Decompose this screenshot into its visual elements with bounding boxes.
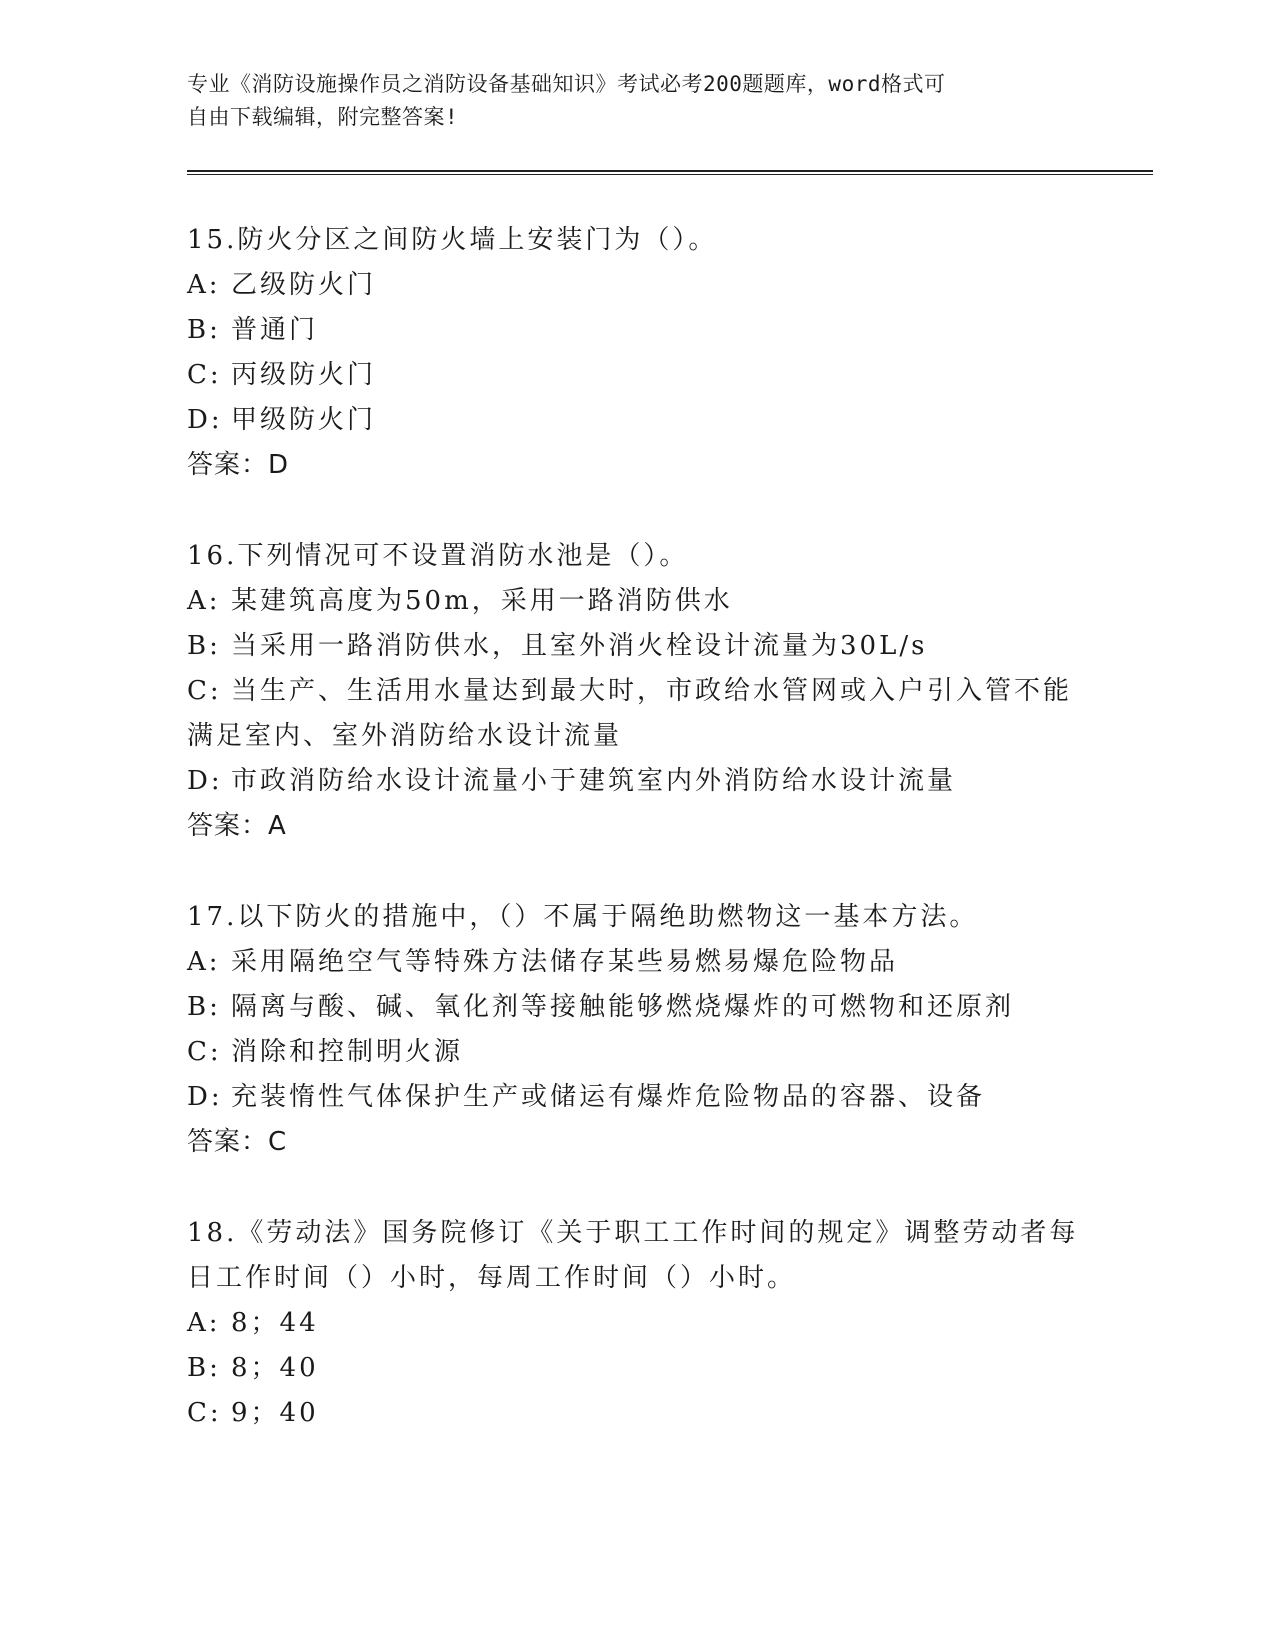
- question-16: [187, 534, 1087, 849]
- option-a: [187, 579, 1087, 624]
- option-text: 隔离与酸、碱、氧化剂等接触能够燃烧爆炸的可燃物和还原剂: [231, 992, 1015, 1022]
- option-text: 丙级防火门: [231, 360, 377, 390]
- question-stem: 17.以下防火的措施中，（）不属于隔绝助燃物这一基本方法。: [187, 902, 979, 932]
- option-b: [187, 1346, 1087, 1391]
- option-label: D:: [187, 1082, 223, 1112]
- option-d: [187, 398, 1087, 443]
- option-text: 某建筑高度为50m，采用一路消防供水: [231, 586, 733, 616]
- option-label: B:: [187, 631, 221, 661]
- option-b: [187, 308, 1087, 353]
- option-b: [187, 985, 1087, 1030]
- option-b: [187, 624, 1087, 669]
- answer-line: 答案：D: [187, 450, 290, 480]
- header-line-1: 专业《消防设施操作员之消防设备基础知识》考试必考200题题库，word格式可: [187, 72, 946, 96]
- option-c: [187, 1030, 1087, 1075]
- option-text: 市政消防给水设计流量小于建筑室内外消防给水设计流量: [231, 766, 957, 796]
- option-text: 8；44: [231, 1308, 319, 1338]
- option-text: 当生产、生活用水量达到最大时，市政给水管网或入户引入管不能满足室内、室外消防给水设计流量: [187, 676, 1073, 751]
- document-page: [187, 68, 1157, 1482]
- answer-line: 答案：A: [187, 811, 287, 841]
- option-text: 普通门: [231, 315, 319, 345]
- question-17: [187, 895, 1087, 1165]
- option-text: 消除和控制明火源: [231, 1037, 464, 1067]
- question-stem: 18.《劳动法》国务院修订《关于职工工作时间的规定》调整劳动者每日工作时间（）小时，每周工作时间（）小时。: [187, 1218, 1079, 1293]
- question-18: [187, 1211, 1087, 1436]
- option-text: 8；40: [231, 1353, 319, 1383]
- question-stem: 16.下列情况可不设置消防水池是（）。: [187, 541, 689, 571]
- option-c: [187, 669, 1087, 759]
- option-label: D:: [187, 405, 223, 435]
- option-label: A:: [187, 1308, 221, 1338]
- option-label: B:: [187, 315, 221, 345]
- option-a: [187, 1301, 1087, 1346]
- header-divider: [187, 170, 1153, 175]
- option-label: A:: [187, 586, 221, 616]
- question-list: [187, 218, 1087, 1436]
- option-label: A:: [187, 270, 221, 300]
- option-label: C:: [187, 1037, 222, 1067]
- option-c: [187, 1391, 1087, 1436]
- option-label: C:: [187, 1398, 222, 1428]
- option-label: B:: [187, 992, 221, 1022]
- question-15: [187, 218, 1087, 488]
- option-text: 采用隔绝空气等特殊方法储存某些易燃易爆危险物品: [231, 947, 899, 977]
- question-stem: 15.防火分区之间防火墙上安装门为（）。: [187, 225, 718, 255]
- option-d: [187, 759, 1087, 804]
- option-label: C:: [187, 676, 222, 706]
- option-c: [187, 353, 1087, 398]
- option-text: 甲级防火门: [231, 405, 377, 435]
- document-header: [187, 68, 1067, 134]
- option-a: [187, 940, 1087, 985]
- option-label: C:: [187, 360, 222, 390]
- option-text: 当采用一路消防供水，且室外消火栓设计流量为30L/s: [231, 631, 928, 661]
- header-line-2: 自由下载编辑，附完整答案!: [187, 105, 459, 129]
- option-label: D:: [187, 766, 223, 796]
- option-d: [187, 1075, 1087, 1120]
- option-label: B:: [187, 1353, 221, 1383]
- option-text: 充装惰性气体保护生产或储运有爆炸危险物品的容器、设备: [231, 1082, 986, 1112]
- option-text: 乙级防火门: [231, 270, 377, 300]
- option-label: A:: [187, 947, 221, 977]
- option-a: [187, 263, 1087, 308]
- answer-line: 答案：C: [187, 1127, 288, 1157]
- option-text: 9；40: [231, 1398, 319, 1428]
